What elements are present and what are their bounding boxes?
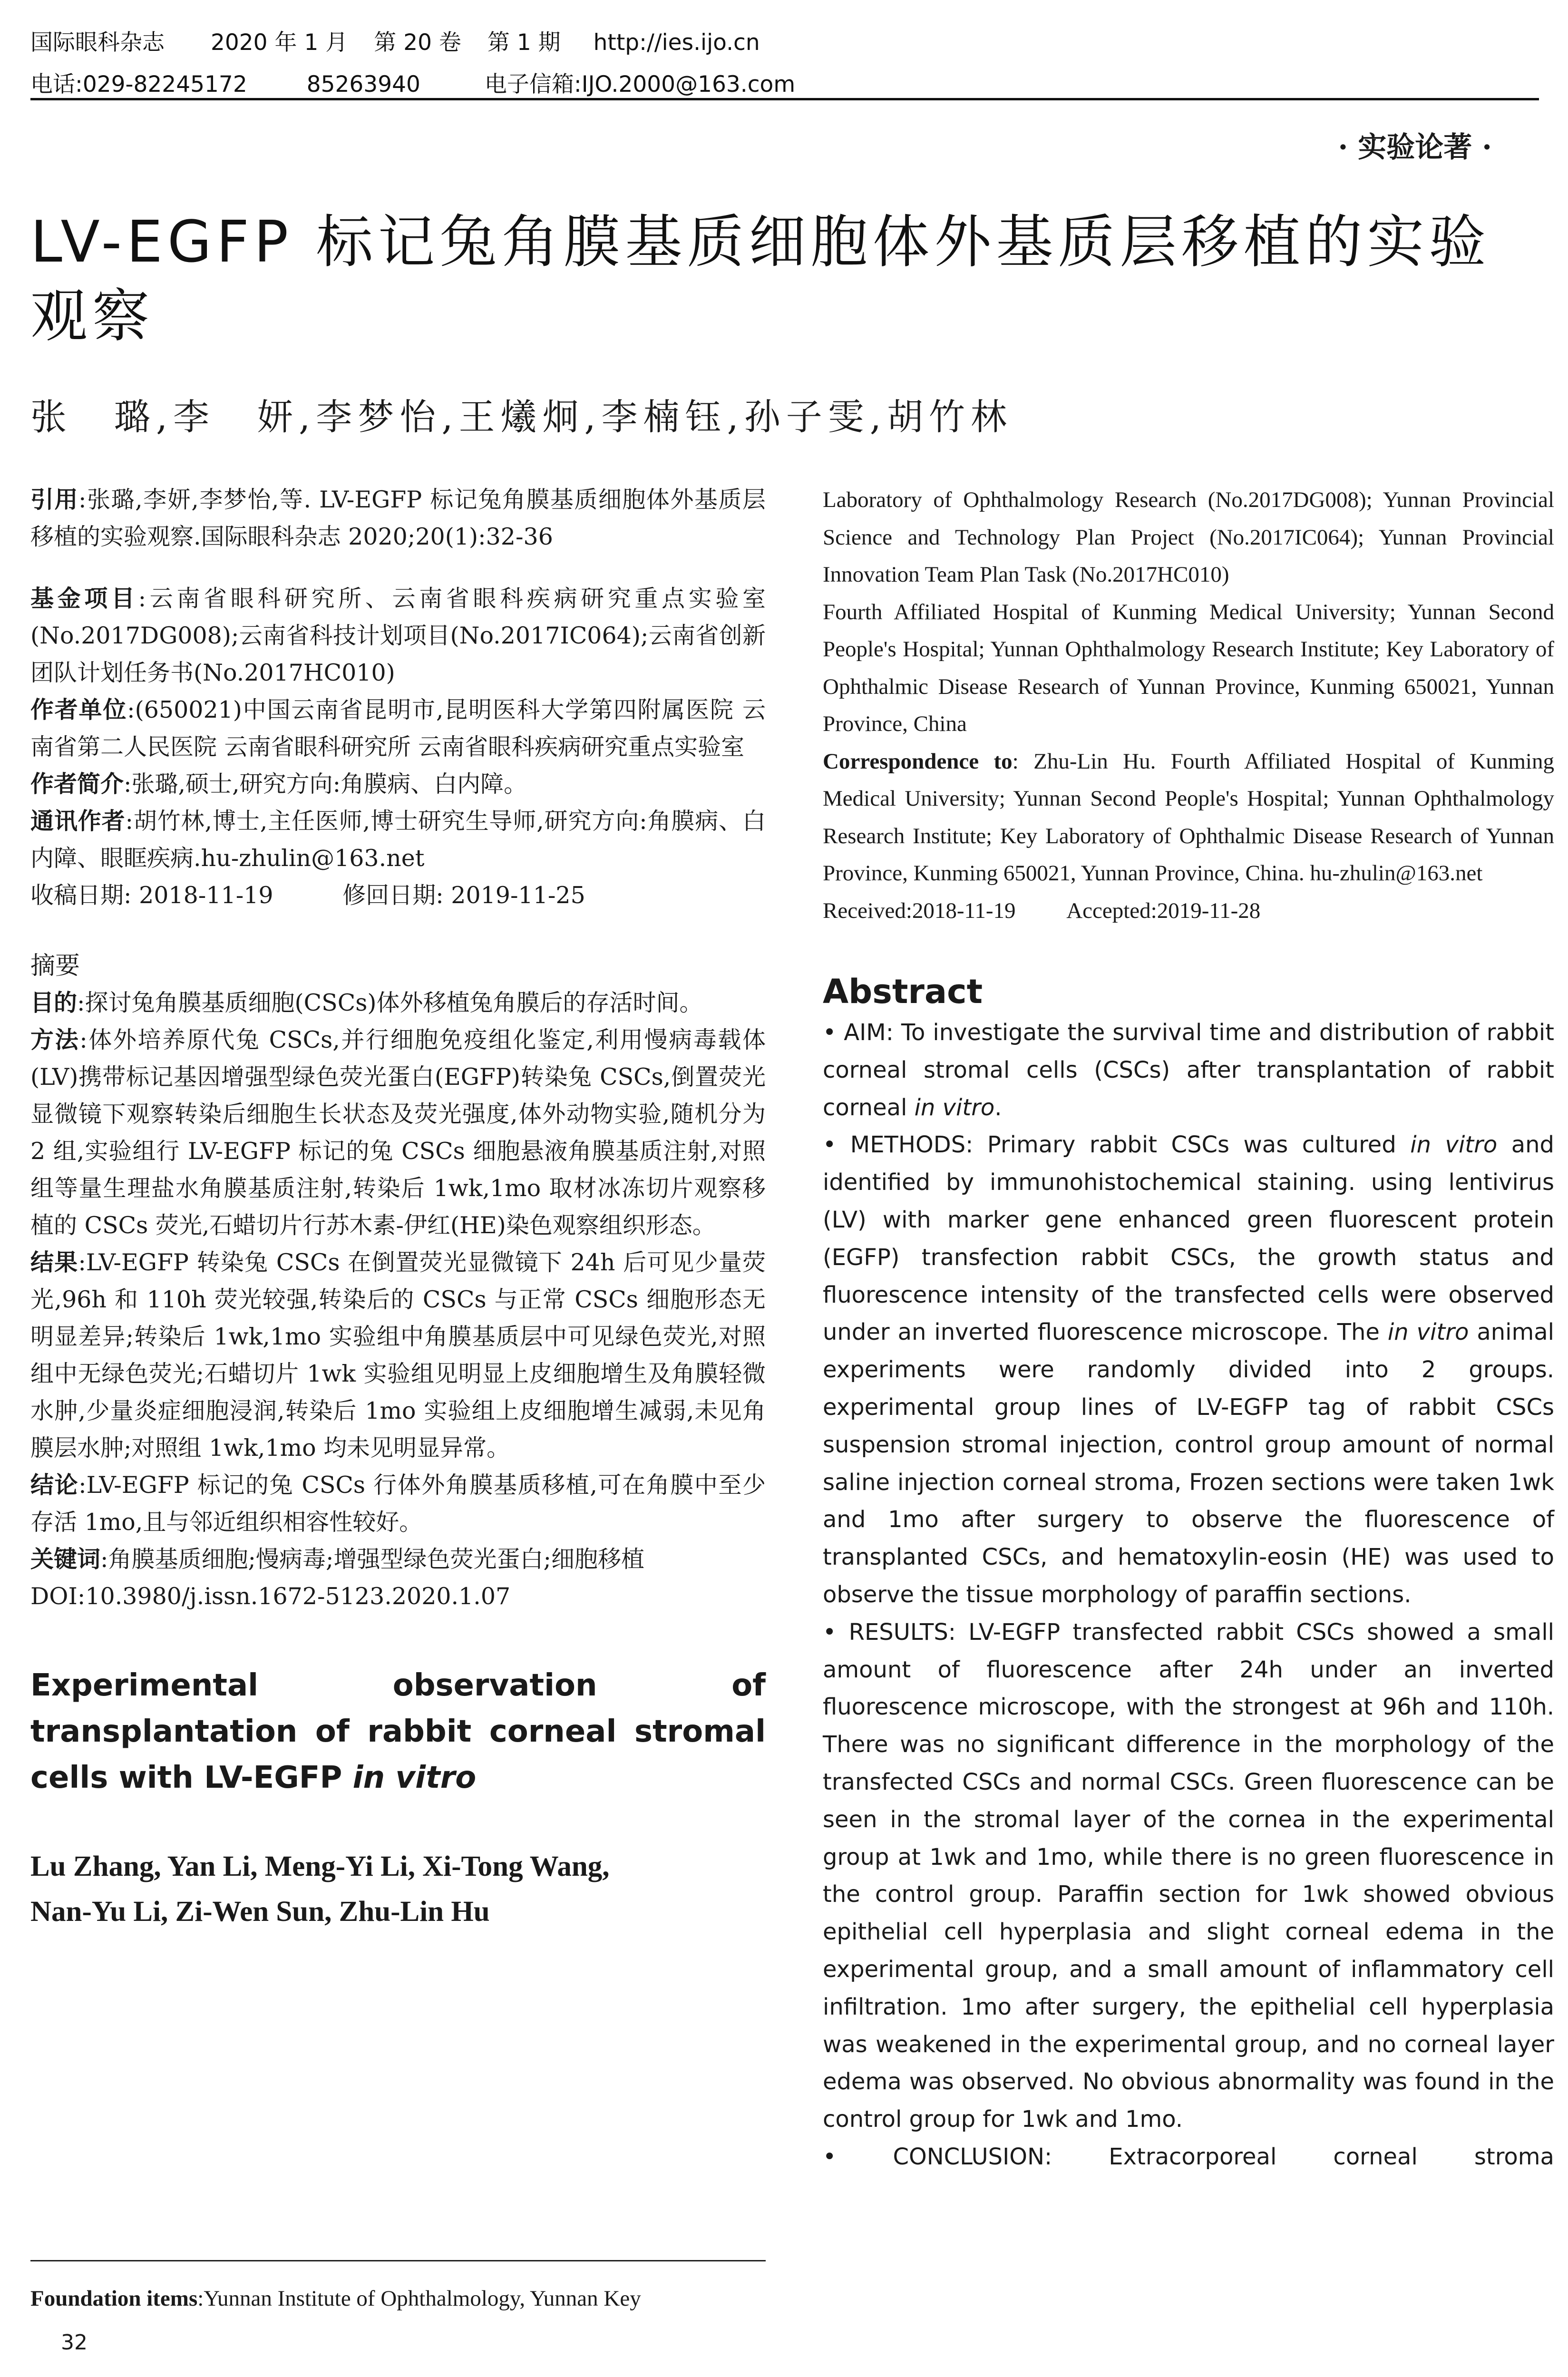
- title-en-word: observation: [392, 1668, 597, 1703]
- right-column: [823, 481, 1554, 2176]
- journal-header-line2: [30, 67, 795, 98]
- methods-en: [823, 1126, 1554, 1613]
- conclusion-en-word: stroma: [1474, 2143, 1554, 2170]
- issue-number: 第 1 期: [487, 29, 561, 56]
- corresponding-author: [30, 803, 766, 877]
- page-number: 32: [61, 2330, 88, 2355]
- foundation-cont-en: Laboratory of Ophthalmology Research (No.2017DG008); Yunnan Provincial Science and Technology Plan Project (No.2017IC064); Yunnan Provincial Innovation Team Plan Task (No.2017HC010): [823, 487, 1554, 587]
- corr-label: 通讯作者: [30, 808, 126, 835]
- aim-en-text: • AIM: To investigate the survival time and distribution of rabbit corneal stromal cells (CSCs) after transplantation of rabbit corneal: [823, 1019, 1554, 1121]
- journal-email[interactable]: 电子信箱:IJO.2000@163.com: [484, 71, 796, 97]
- received-date: 收稿日期: 2018-11-19: [30, 882, 273, 909]
- conclusion-en-word: corneal: [1333, 2143, 1418, 2170]
- bio-label: 作者简介: [30, 770, 124, 798]
- foundation-text: :Yunnan Institute of Ophthalmology, Yunnan Key: [197, 2286, 641, 2311]
- methods-label: 方法: [30, 1026, 80, 1053]
- received-en: Received:2018-11-19: [823, 898, 1016, 923]
- methods-en-c: animal experiments were randomly divided into 2 groups. experimental group lines of LV-EGFP tag of rabbit CSCs suspension stromal injection, control group amount of normal saline injection corneal stroma, Frozen sections were taken 1wk and 1mo after surgery to observe the fluorescence of transplanted CSCs, and hematoxylin-eosin (HE) was used to observe the tissue morphology of paraffin sections.: [823, 1319, 1555, 1608]
- results-en: • RESULTS: LV-EGFP transfected rabbit CSCs showed a small amount of fluorescence after 24h under an inverted fluorescence microscope, with the strongest at 96h and 110h. There was no significant difference in the morphology of the transfected CSCs and normal CSCs. Green fluorescence can be seen in the stromal layer of the cornea in the experimental group at 1wk and 1mo, while there is no green fluorescence in the control group. Paraffin section for 1wk showed obvious epithelial cell hyperplasia and slight corneal edema in the experimental group, and a small amount of inflammatory cell infiltration. 1mo after surgery, the epithelial cell hyperplasia was weakened in the experimental group, and no corneal layer edema was observed. No obvious abnormality was found in the control group for 1wk and 1mo.: [823, 1618, 1554, 2133]
- methods-en-italic2: in vitro: [1387, 1319, 1469, 1346]
- authors-en-line2: Nan-Yu Li, Zi-Wen Sun, Zhu-Lin Hu: [30, 1896, 490, 1928]
- abstract-heading-en: Abstract: [823, 972, 983, 1011]
- results-text: :LV-EGFP 转染兔 CSCs 在倒置荧光显微镜下 24h 后可见少量荧光,96h 和 110h 荧光较强,转染后的 CSCs 与正常 CSCs 细胞形态无明显差异;转染后 1wk,1mo 实验组中角膜基质层中可见绿色荧光,对照组中无绿色荧光;石蜡切片 1wk 实验组见明显上皮细胞增生及角膜轻微水肿,少量炎症细胞浸润,转染后 1mo 实验组上皮细胞增生减弱,未见角膜层水肿;对照组 1wk,1mo 均未见明显异常。: [30, 1249, 766, 1461]
- methods-en-italic: in vitro: [1410, 1131, 1498, 1159]
- authors-en: [30, 1844, 766, 1934]
- foundation-items-en: [30, 2280, 766, 2318]
- title-en-line3-plain: cells with LV-EGFP: [30, 1760, 353, 1795]
- conclusion-en-word: Extracorporeal: [1109, 2143, 1277, 2170]
- section-tag: · 实验论著 ·: [1338, 131, 1492, 164]
- title-en-line2: transplantation of rabbit corneal stromal: [30, 1714, 766, 1749]
- bio-text: :张璐,硕士,研究方向:角膜病、白内障。: [124, 770, 527, 798]
- volume: 第 20 卷: [374, 29, 461, 56]
- unit-text: :(650021)中国云南省昆明市,昆明医科大学第四附属医院 云南省第二人民医院 云南省眼科研究所 云南省眼科疾病研究重点实验室: [30, 696, 766, 760]
- correspondence-text: : Zhu-Lin Hu. Fourth Affiliated Hospital of Kunming Medical University; Yunnan Second People's Hospital; Yunnan Ophthalmology Research Institute; Key Laboratory of Ophthalmic Disease Research of Yunnan Province, Kunming 650021, Yunnan Province, China. hu-zhulin@163.net: [823, 749, 1554, 886]
- citation-label: 引用: [30, 486, 79, 513]
- fund-text: :云南省眼科研究所、云南省眼科疾病研究重点实验室(No.2017DG008);云南省科技计划项目(No.2017IC064);云南省创新团队计划任务书(No.2017HC010): [30, 585, 766, 686]
- article-title-cn: LV-EGFP 标记兔角膜基质细胞体外基质层移植的实验观察: [30, 209, 1491, 350]
- left-column: [30, 481, 766, 1934]
- dates-en: [823, 892, 1554, 930]
- affiliation-en: Fourth Affiliated Hospital of Kunming Medical University; Yunnan Second People's Hospital; Yunnan Ophthalmology Research Institute; Key Laboratory of Ophthalmic Disease Research of Yunnan Province, Kunming 650021, Yunnan Province, China: [823, 599, 1554, 736]
- journal-url[interactable]: http://ies.ijo.cn: [593, 29, 760, 56]
- author-unit: [30, 692, 766, 766]
- header-rule: [30, 98, 1539, 100]
- results-cn: [30, 1244, 766, 1467]
- doi[interactable]: DOI:10.3980/j.issn.1672-5123.2020.1.07: [30, 1583, 511, 1610]
- title-en-line3-italic: in vitro: [352, 1760, 477, 1795]
- aim-cn: [30, 984, 766, 1022]
- title-en-word: of: [731, 1668, 766, 1703]
- authors-en-line1: Lu Zhang, Yan Li, Meng-Yi Li, Xi-Tong Wang,: [30, 1851, 610, 1882]
- author-bio: [30, 766, 766, 803]
- title-en-word: Experimental: [30, 1668, 259, 1703]
- authors-cn: 张 璐,李 妍,李梦怡,王爔炯,李楠钰,孙子雯,胡竹林: [30, 396, 1013, 438]
- keywords-text: :角膜基质细胞;慢病毒;增强型绿色荧光蛋白;细胞移植: [100, 1546, 645, 1573]
- revised-date: 修回日期: 2019-11-25: [342, 882, 585, 909]
- citation: [30, 481, 766, 555]
- conclusion-cn: [30, 1467, 766, 1541]
- journal-header-line1: [30, 25, 760, 57]
- conclusion-label: 结论: [30, 1471, 79, 1499]
- methods-en-a: • METHODS: Primary rabbit CSCs was cultured: [823, 1131, 1411, 1159]
- conclusion-text: :LV-EGFP 标记的兔 CSCs 行体外角膜基质移植,可在角膜中至少存活 1mo,且与邻近组织相容性较好。: [30, 1471, 766, 1536]
- citation-text: :张璐,李妍,李梦怡,等. LV-EGFP 标记兔角膜基质细胞体外基质层移植的实验观察.国际眼科杂志 2020;20(1):32-36: [30, 486, 766, 550]
- dates: [30, 877, 766, 914]
- journal-name: 国际眼科杂志: [30, 29, 165, 56]
- issue-date: 2020 年 1 月: [210, 29, 348, 56]
- correspondence-en: [823, 743, 1554, 892]
- title-en-line3: [30, 1755, 766, 1801]
- conclusion-en-label: CONCLUSION:: [893, 2143, 1052, 2170]
- methods-en-b: and identified by immunohistochemical staining. using lentivirus (LV) with marker gene enhanced green fluorescent protein (EGFP) transfection rabbit CSCs, the growth status and fluorescence intensity of the transfected cells were observed under an inverted fluorescence microscope. The: [823, 1131, 1554, 1346]
- aim-en-end: .: [994, 1094, 1002, 1121]
- aim-label: 目的: [30, 989, 78, 1016]
- methods-cn: [30, 1022, 766, 1244]
- article-title-en: [30, 1663, 766, 1801]
- methods-text: :体外培养原代兔 CSCs,并行细胞免疫组化鉴定,利用慢病毒载体(LV)携带标记基因增强型绿色荧光蛋白(EGFP)转染兔 CSCs,倒置荧光显微镜下观察转染后细胞生长状态及荧光强度,体外动物实验,随机分为 2 组,实验组行 LV-EGFP 标记的兔 CSCs 细胞悬液角膜基质注射,对照组等量生理盐水角膜基质注射,转染后 1wk,1mo 取材冰冻切片观察移植的 CSCs 荧光,石蜡切片行苏木素-伊红(HE)染色观察组织形态。: [30, 1026, 766, 1239]
- left-column-rule: [30, 2260, 766, 2261]
- foundation-label: Foundation items: [30, 2286, 198, 2311]
- unit-label: 作者单位: [30, 696, 127, 723]
- fund-items: [30, 580, 766, 692]
- keywords-label: 关键词: [30, 1546, 101, 1573]
- aim-en: [823, 1014, 1554, 1126]
- correspondence-label: Correspondence to: [823, 749, 1013, 774]
- conclusion-en: [823, 2138, 1554, 2176]
- fund-label: 基金项目: [30, 585, 138, 612]
- keywords-cn: [30, 1541, 766, 1578]
- aim-en-italic: in vitro: [914, 1094, 995, 1121]
- abstract-heading-cn: 摘要: [30, 952, 80, 980]
- journal-phone-2: 85263940: [306, 71, 420, 97]
- conclusion-en-bullet: •: [823, 2143, 837, 2170]
- title-en-line1: [30, 1663, 766, 1709]
- corr-text: :胡竹林,博士,主任医师,博士研究生导师,研究方向:角膜病、白内障、眼眶疾病.hu-zhulin@163.net: [30, 808, 766, 872]
- aim-text: :探讨兔角膜基质细胞(CSCs)体外移植兔角膜后的存活时间。: [77, 989, 703, 1016]
- accepted-en: Accepted:2019-11-28: [1066, 898, 1261, 923]
- results-label: 结果: [30, 1249, 78, 1276]
- journal-phone: 电话:029-82245172: [30, 71, 247, 97]
